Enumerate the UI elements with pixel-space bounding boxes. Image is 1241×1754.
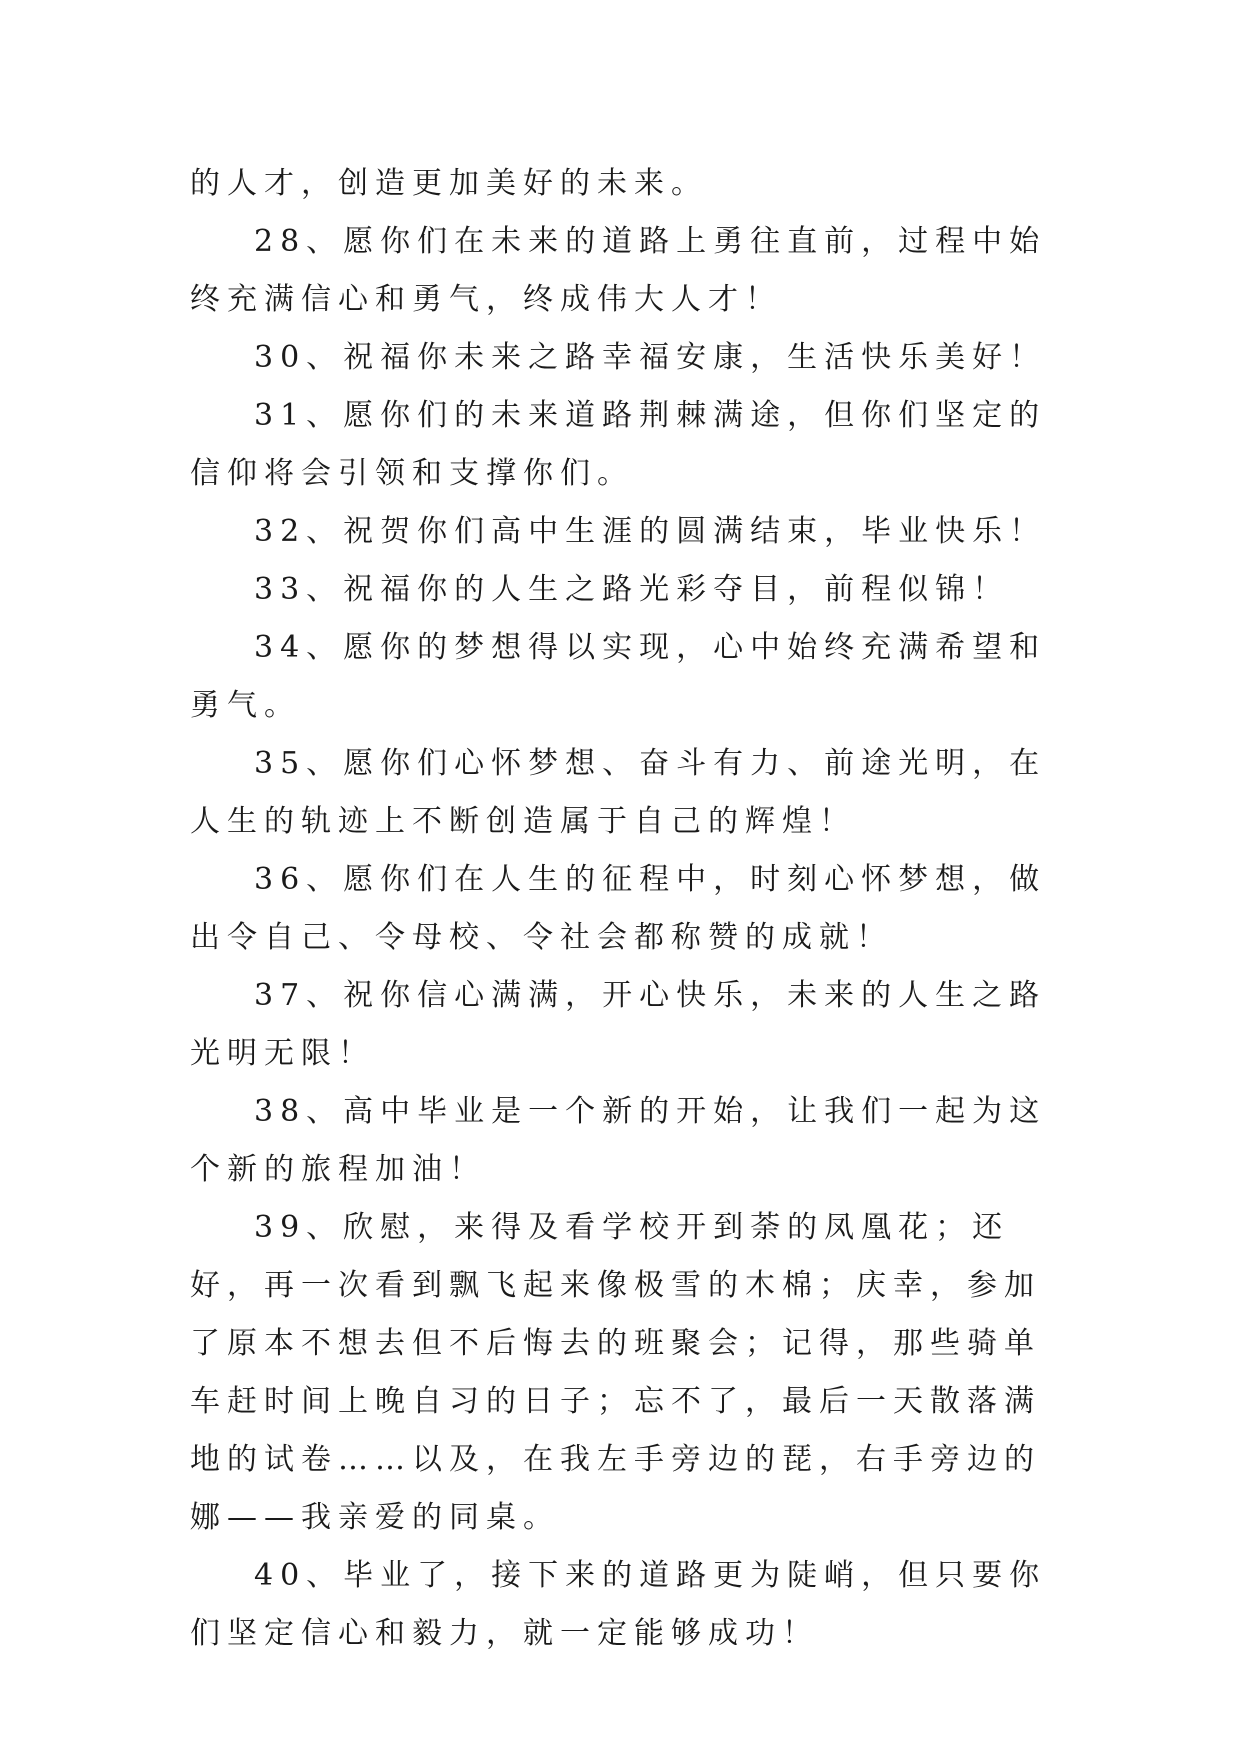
paragraph-39: 39、欣慰，来得及看学校开到荼的凤凰花；还好，再一次看到飘飞起来像极雪的木棉；庆幸，参加了原本不想去但不后悔去的班聚会；记得，那些骑单车赶时间上晚自习的日子；忘不了，最后一天散落满地的试卷……以及，在我左手旁边的琵，右手旁边的娜——我亲爱的同桌。 <box>190 1210 1041 1535</box>
document-body <box>190 155 1052 1663</box>
paragraph-33: 33、祝福你的人生之路光彩夺目，前程似锦！ <box>254 572 1010 607</box>
paragraph-40: 40、毕业了，接下来的道路更为陡峭，但只要你们坚定信心和毅力，就一定能够成功！ <box>190 1558 1047 1651</box>
paragraph-34: 34、愿你的梦想得以实现，心中始终充满希望和勇气。 <box>190 630 1047 723</box>
paragraph-30: 30、祝福你未来之路幸福安康，生活快乐美好！ <box>254 340 1047 375</box>
paragraph-28: 28、愿你们在未来的道路上勇往直前，过程中始终充满信心和勇气，终成伟大人才！ <box>190 224 1047 317</box>
paragraph-31: 31、愿你们的未来道路荆棘满途，但你们坚定的信仰将会引领和支撑你们。 <box>190 398 1047 491</box>
paragraph-continuation: 的人才，创造更加美好的未来。 <box>190 166 708 201</box>
paragraph-38: 38、高中毕业是一个新的开始，让我们一起为这个新的旅程加油！ <box>190 1094 1047 1187</box>
paragraph-36: 36、愿你们在人生的征程中，时刻心怀梦想，做出令自己、令母校、令社会都称赞的成就！ <box>190 862 1047 955</box>
paragraph-35: 35、愿你们心怀梦想、奋斗有力、前途光明，在人生的轨迹上不断创造属于自己的辉煌！ <box>190 746 1047 839</box>
paragraph-32: 32、祝贺你们高中生涯的圆满结束，毕业快乐！ <box>254 514 1047 549</box>
paragraph-37: 37、祝你信心满满，开心快乐，未来的人生之路光明无限！ <box>190 978 1047 1071</box>
